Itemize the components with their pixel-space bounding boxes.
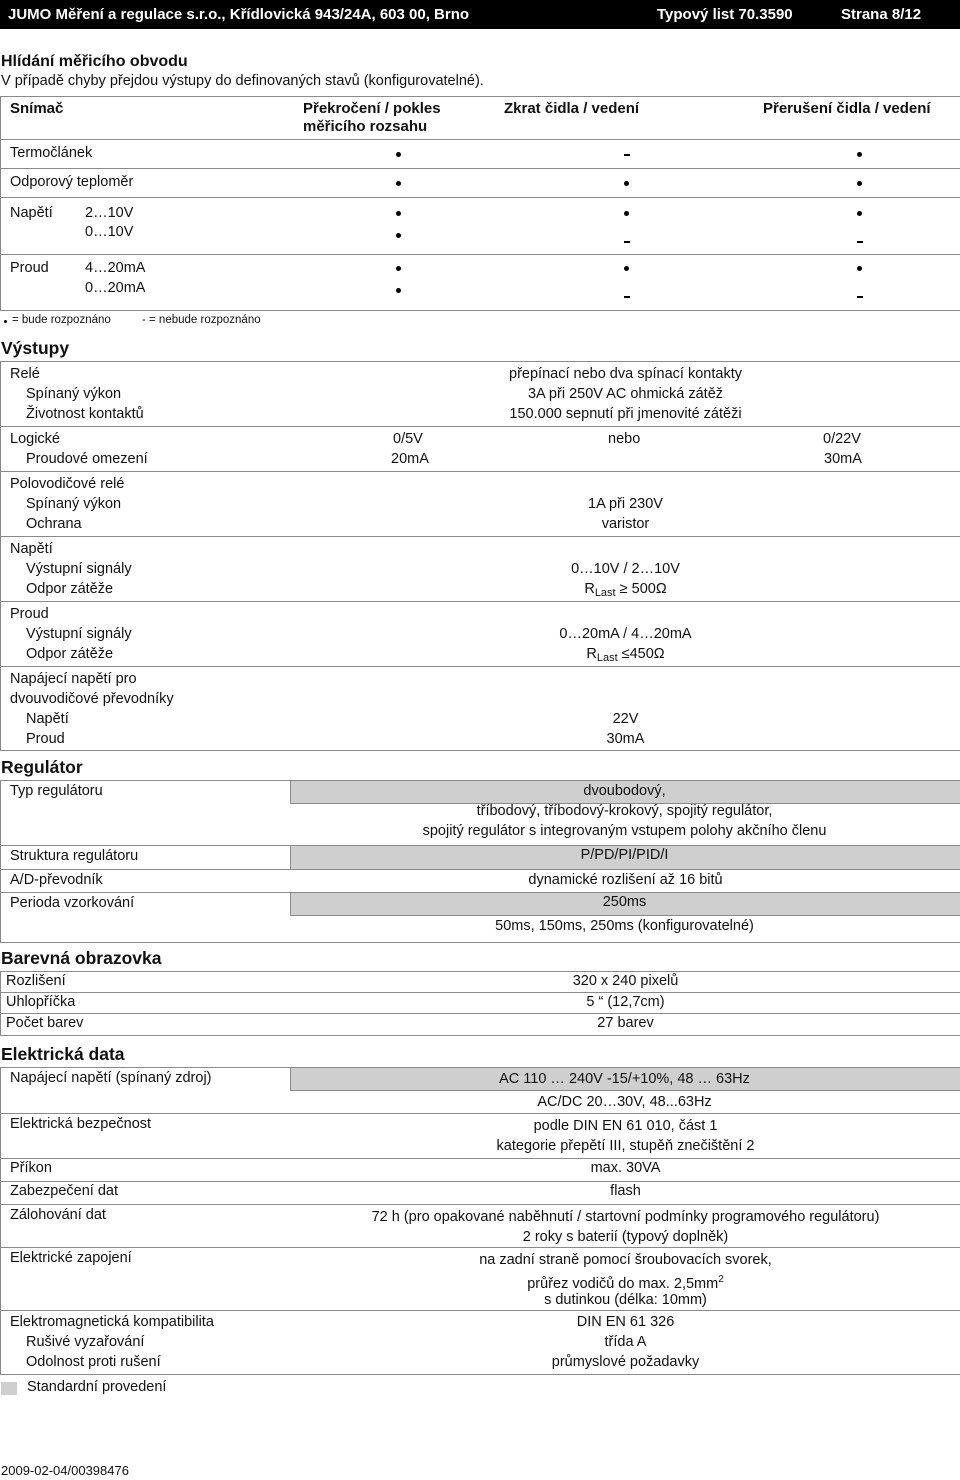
label-ssr-power: Spínaný výkon	[26, 496, 122, 512]
output-ssr	[0, 471, 960, 537]
col-break: Přerušení čidla / vedení	[763, 100, 931, 117]
col-sensor: Snímač	[10, 100, 64, 117]
value-voltage-load: $R_{Last} \ge 500\Omega$	[584, 581, 667, 599]
standard-legend-swatch	[1, 1382, 17, 1395]
label-current-out: Proud	[10, 606, 49, 622]
label-rtd: Odporový teploměr	[10, 174, 134, 190]
display-title: Barevná obrazovka	[1, 948, 162, 968]
row-rtd	[0, 168, 960, 198]
display-diagonal	[0, 992, 960, 1014]
mark-not-detected	[857, 241, 863, 243]
value-adc: dynamické rozlišení až 16 bitů	[528, 872, 723, 888]
electrical-title: Elektrická data	[1, 1044, 125, 1064]
value-logic-5v: 0/5V	[393, 431, 423, 447]
display-resolution	[0, 971, 960, 993]
value-logic-20ma: 20mA	[391, 451, 429, 467]
value-connection-1: na zadní straně pomocí šroubovacích svorek,	[479, 1252, 772, 1268]
electrical-safety	[0, 1113, 960, 1159]
output-logic	[0, 426, 960, 472]
value-controller-type-1: dvoubodový,	[583, 783, 666, 799]
label-thermocouple: Termočlánek	[10, 145, 93, 161]
label-logic-limit: Proudové omezení	[26, 451, 148, 467]
mark-detected	[624, 211, 629, 216]
electrical-power	[0, 1158, 960, 1182]
label-connection: Elektrické zapojení	[10, 1250, 132, 1266]
value-safety-1: podle DIN EN 61 010, část 1	[533, 1118, 718, 1134]
value-supply-current: 30mA	[606, 731, 645, 747]
mark-not-detected	[624, 154, 630, 156]
label-colors: Počet barev	[6, 1015, 84, 1031]
value-current-signals: 0…20mA / 4…20mA	[559, 626, 692, 642]
value-resolution: 320 x 240 pixelů	[572, 973, 679, 989]
page-number: Strana 8/12	[841, 6, 922, 23]
label-data-protection: Zabezpečení dat	[10, 1183, 119, 1199]
label-power: Příkon	[10, 1160, 52, 1176]
monitoring-header-row	[0, 96, 960, 140]
range-voltage-1: 2…10V	[85, 205, 134, 221]
col-short: Zkrat čidla / vedení	[504, 100, 640, 117]
label-resolution: Rozlišení	[6, 973, 66, 989]
label-ssr: Polovodičové relé	[10, 476, 125, 492]
range-current-1: 4…20mA	[85, 260, 146, 276]
mark-not-detected	[857, 296, 863, 298]
output-transmitter-supply	[0, 666, 960, 751]
label-diagonal: Uhlopříčka	[6, 994, 76, 1010]
col-range-1: Překročení / pokles	[303, 100, 441, 117]
output-current	[0, 601, 960, 667]
mark-not-detected	[624, 296, 630, 298]
legend-detected: = bude rozpoznáno	[12, 314, 111, 326]
row-thermocouple	[0, 139, 960, 169]
datasheet-number: Typový list 70.3590	[657, 6, 793, 23]
value-logic-30ma: 30mA	[824, 451, 862, 467]
value-ssr-power: 1A při 230V	[588, 496, 663, 512]
label-voltage-load: Odpor zátěže	[26, 581, 114, 597]
label-backup: Zálohování dat	[10, 1207, 106, 1223]
value-connection-3: s dutinkou (délka: 10mm)	[544, 1292, 707, 1308]
standard-legend-label: Standardní provedení	[27, 1379, 167, 1395]
legend-dot-mark	[4, 320, 7, 323]
value-backup-1: 72 h (pro opakované naběhnutí / startovní podmínky programového regulátoru)	[371, 1209, 880, 1225]
mark-detected	[396, 288, 401, 293]
label-voltage: Napětí	[10, 205, 53, 221]
monitoring-title: Hlídání měřicího obvodu	[1, 53, 188, 70]
label-current: Proud	[10, 260, 49, 276]
output-voltage	[0, 536, 960, 602]
company-address: JUMO Měření a regulace s.r.o., Křídlovická 943/24A, 603 00, Brno	[8, 6, 470, 23]
legend-not-detected: - = nebude rozpoznáno	[142, 314, 261, 326]
label-ssr-protection: Ochrana	[26, 516, 82, 532]
value-supply-voltage: 22V	[612, 711, 639, 727]
mark-detected	[857, 266, 862, 271]
label-supply-current: Proud	[26, 731, 65, 747]
label-emc-immunity: Odolnost proti rušení	[26, 1354, 161, 1370]
label-emc: Elektromagnetická kompatibilita	[10, 1314, 214, 1330]
value-emc-immunity: průmyslové požadavky	[551, 1354, 700, 1370]
label-relay: Relé	[10, 366, 40, 382]
label-relay-life: Životnost kontaktů	[26, 406, 144, 422]
value-controller-structure: P/PD/PI/PID/I	[580, 847, 669, 863]
label-supply: Napájecí napětí (spínaný zdroj)	[10, 1070, 212, 1086]
row-current	[0, 254, 960, 311]
display-colors	[0, 1013, 960, 1036]
label-logic: Logické	[10, 431, 60, 447]
controller-adc	[0, 869, 960, 893]
mark-detected	[624, 266, 629, 271]
col-range-2: měřicího rozsahu	[303, 118, 428, 135]
monitoring-intro: V případě chyby přejdou výstupy do definovaných stavů (konfigurovatelné).	[1, 73, 484, 89]
value-power: max. 30VA	[590, 1160, 661, 1176]
footer-doc-id: 2009-02-04/00398476	[1, 1463, 129, 1478]
electrical-connection	[0, 1247, 960, 1311]
value-controller-type-3: spojitý regulátor s integrovaným vstupem polohy akčního členu	[422, 823, 827, 839]
value-backup-2: 2 roky s baterií (typový doplněk)	[522, 1229, 729, 1245]
output-relay	[0, 361, 960, 427]
electrical-data-protection	[0, 1181, 960, 1205]
range-voltage-2: 0…10V	[85, 224, 134, 240]
value-supply-acdc: AC/DC 20…30V, 48...63Hz	[537, 1094, 712, 1110]
value-safety-2: kategorie přepětí III, stupěň znečištění 2	[496, 1138, 755, 1154]
label-relay-power: Spínaný výkon	[26, 386, 122, 402]
mark-detected	[857, 181, 862, 186]
value-logic-22v: 0/22V	[823, 431, 861, 447]
label-safety: Elektrická bezpečnost	[10, 1116, 152, 1132]
label-emc-emission: Rušivé vyzařování	[26, 1334, 145, 1350]
label-controller-type: Typ regulátoru	[10, 783, 103, 799]
page-header	[0, 0, 960, 29]
label-supply-voltage: Napětí	[26, 711, 69, 727]
label-supply-2: dvouvodičové převodníky	[10, 691, 174, 707]
mark-detected	[396, 152, 401, 157]
value-controller-type-2: tříbodový, tříbodový-krokový, spojitý regulátor,	[476, 803, 773, 819]
label-current-signals: Výstupní signály	[26, 626, 132, 642]
mark-detected	[396, 181, 401, 186]
value-colors: 27 barev	[597, 1015, 654, 1031]
value-relay-contacts: přepínací nebo dva spínací kontakty	[509, 366, 742, 382]
mark-detected	[396, 233, 401, 238]
label-sampling: Perioda vzorkování	[10, 895, 135, 911]
value-voltage-signals: 0…10V / 2…10V	[571, 561, 680, 577]
value-diagonal: 5 “ (12,7cm)	[586, 994, 665, 1010]
value-data-protection: flash	[610, 1183, 641, 1199]
row-voltage	[0, 197, 960, 255]
mark-detected	[857, 152, 862, 157]
label-current-load: Odpor zátěže	[26, 646, 114, 662]
label-controller-structure: Struktura regulátoru	[10, 848, 139, 864]
range-current-2: 0…20mA	[85, 280, 146, 296]
mark-detected	[624, 181, 629, 186]
label-voltage-out: Napětí	[10, 541, 53, 557]
electrical-backup	[0, 1204, 960, 1248]
label-supply-1: Napájecí napětí pro	[10, 671, 137, 687]
value-sampling: 50ms, 150ms, 250ms (konfigurovatelné)	[495, 918, 754, 934]
value-emc-standard: DIN EN 61 326	[576, 1314, 675, 1330]
outputs-title: Výstupy	[1, 338, 70, 358]
mark-detected	[857, 211, 862, 216]
value-connection-2: průřez vodičů do max. $2,5mm^2$	[527, 1274, 724, 1292]
mark-not-detected	[624, 241, 630, 243]
value-ssr-protection: varistor	[601, 516, 650, 532]
value-sampling-standard: 250ms	[602, 894, 647, 910]
value-emc-emission: třída A	[604, 1334, 647, 1350]
label-adc: A/D-převodník	[10, 872, 103, 888]
value-supply-ac: AC 110 … 240V -15/+10%, 48 … 63Hz	[499, 1071, 750, 1087]
label-voltage-signals: Výstupní signály	[26, 561, 132, 577]
value-current-load: $R_{Last} \le 450\Omega$	[586, 646, 665, 664]
value-relay-power: 3A při 250V AC ohmická zátěž	[527, 386, 724, 402]
electrical-emc	[0, 1310, 960, 1375]
controller-title: Regulátor	[1, 757, 83, 777]
value-logic-or: nebo	[608, 431, 641, 447]
value-relay-life: 150.000 sepnutí při jmenovité zátěži	[509, 406, 742, 422]
mark-detected	[396, 266, 401, 271]
mark-detected	[396, 211, 401, 216]
